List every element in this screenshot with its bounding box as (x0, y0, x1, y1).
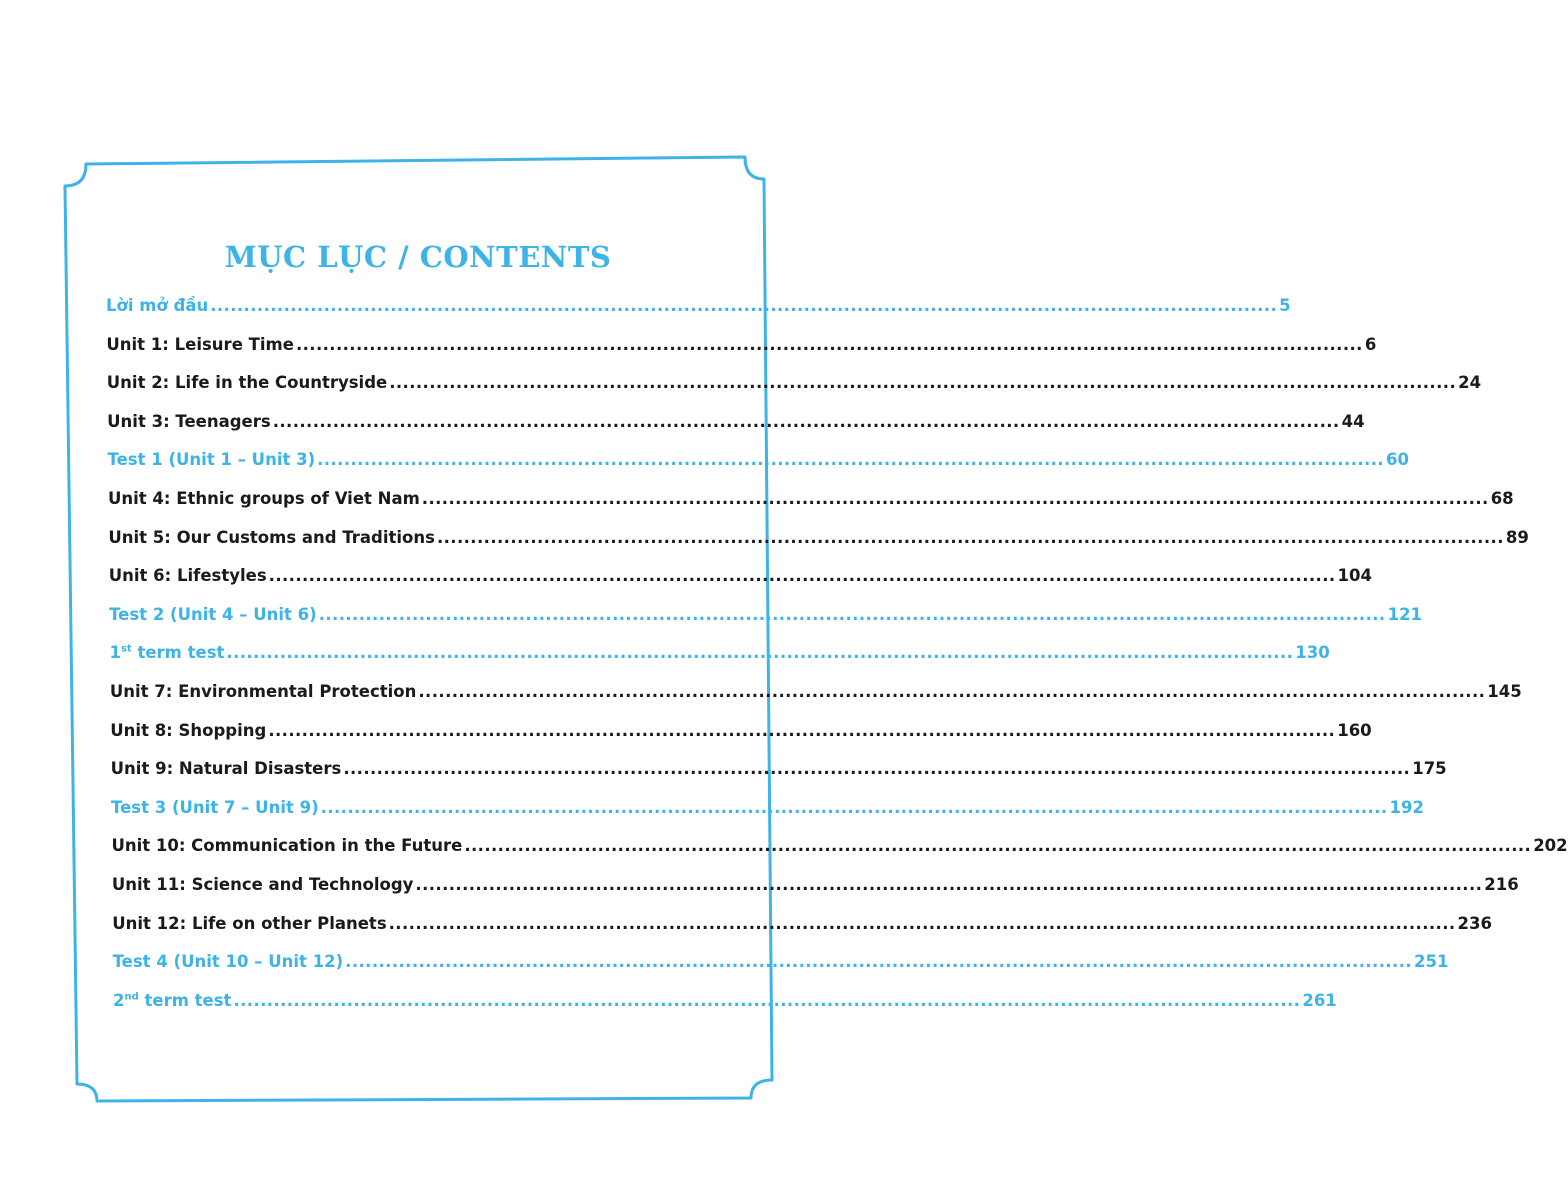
toc-entry-page-number: 130 (1295, 643, 1330, 663)
page-title: MỤC LỤC / CONTENTS (224, 240, 612, 274)
toc-entry-page-number: 261 (1302, 990, 1337, 1010)
toc-entry-page-number: 175 (1412, 759, 1447, 779)
toc-entry-page-number: 192 (1389, 797, 1424, 817)
ordinal-suffix: st (120, 643, 132, 655)
dot-leader: ................................................................................................................................................................ (210, 296, 1278, 315)
toc-entry-label-rest: term test (131, 643, 225, 663)
toc-entry-label: Test 2 (Unit 4 – Unit 6) (109, 604, 317, 624)
dot-leader: ................................................................................................................................................................ (389, 373, 1457, 393)
toc-entry-page-number: 44 (1341, 411, 1365, 431)
toc-entry-label: Unit 9: Natural Disasters (110, 759, 342, 779)
toc-entry-page-number: 104 (1337, 566, 1372, 586)
toc-entry-page-number: 68 (1490, 489, 1514, 508)
toc-entry-label: Unit 8: Shopping (110, 720, 267, 740)
dot-leader: ................................................................................................................................................................ (418, 682, 1486, 701)
dot-leader: ................................................................................................................................................................ (226, 643, 1294, 663)
dot-leader: ................................................................................................................................................................ (421, 489, 1489, 508)
toc-entry (106, 373, 1482, 399)
toc-entry-label: Lời mở đầu (106, 296, 209, 315)
toc-entry (107, 450, 1409, 476)
toc-entry-label-number: 1 (109, 643, 121, 663)
toc-entry-label: Unit 3: Teenagers (107, 411, 271, 431)
dot-leader: ................................................................................................................................................................ (295, 334, 1363, 354)
toc-entry-page-number: 5 (1279, 296, 1291, 315)
toc-entry (107, 411, 1365, 438)
toc-entry (106, 296, 1291, 322)
dot-leader: ................................................................................................................................................................ (317, 450, 1385, 470)
ordinal-suffix: nd (124, 991, 139, 1003)
toc-entry-label: Unit 1: Leisure Time (106, 334, 294, 354)
toc-entry-page-number: 89 (1505, 527, 1529, 547)
toc-entry-page-number: 202 (1533, 836, 1568, 856)
toc-entry (108, 527, 1529, 554)
dot-leader: ................................................................................................................................................................ (318, 604, 1386, 624)
toc-entry-label: Test 1 (Unit 1 – Unit 3) (107, 450, 316, 470)
dot-leader: ................................................................................................................................................................ (415, 875, 1483, 894)
toc-entry-label-rest: term test (138, 990, 232, 1010)
dot-leader: ................................................................................................................................................................ (345, 952, 1413, 972)
toc-entry (109, 682, 1522, 708)
dot-leader: ................................................................................................................................................................ (268, 566, 1336, 586)
toc-entry-page-number: 251 (1414, 952, 1449, 972)
dot-leader: ................................................................................................................................................................ (464, 836, 1532, 856)
dot-leader: ................................................................................................................................................................ (233, 990, 1301, 1010)
toc-entry-page-number: 216 (1484, 875, 1519, 894)
toc-entry (111, 797, 1424, 824)
toc-entry-label: Unit 12: Life on other Planets (112, 913, 387, 933)
toc-entry-label: Unit 5: Our Customs and Traditions (108, 527, 435, 547)
toc-entry (113, 990, 1337, 1017)
toc-entry (112, 952, 1449, 978)
toc-entry-label: Test 3 (Unit 7 – Unit 9) (111, 797, 319, 817)
toc-entry-page-number: 121 (1387, 604, 1423, 624)
toc-entry-label: Unit 2: Life in the Countryside (106, 373, 388, 393)
toc-entry-label-number: 2 (113, 990, 125, 1010)
toc-entry-page-number: 145 (1487, 682, 1522, 701)
toc-entry (111, 836, 1568, 862)
toc-entry-label: Unit 10: Communication in the Future (111, 836, 463, 856)
dot-leader: ................................................................................................................................................................ (343, 759, 1411, 779)
toc-entry (110, 720, 1372, 747)
toc-entry (108, 566, 1372, 592)
toc-entry (112, 913, 1492, 940)
toc-entry-page-number: 60 (1386, 450, 1409, 470)
toc-entry-label: Unit 6: Lifestyles (108, 566, 267, 586)
dot-leader: ................................................................................................................................................................ (436, 527, 1504, 547)
toc-entry (110, 759, 1447, 785)
toc-entry (109, 604, 1423, 631)
toc-entry-label (110, 643, 225, 662)
toc-entry (107, 489, 1514, 515)
toc-entry (111, 875, 1519, 901)
toc-entry-page-number: 236 (1457, 913, 1492, 933)
toc-entry-page-number: 160 (1337, 720, 1372, 740)
dot-leader: ................................................................................................................................................................ (388, 913, 1456, 933)
toc-entry-label (113, 991, 231, 1010)
dot-leader: ................................................................................................................................................................ (320, 797, 1388, 817)
toc-entry (109, 643, 1330, 669)
toc-entry-label: Unit 4: Ethnic groups of Viet Nam (107, 489, 420, 508)
toc-entry (106, 334, 1377, 361)
toc-entry-page-number: 6 (1364, 334, 1377, 354)
toc-entry-label: Unit 7: Environmental Protection (109, 682, 417, 701)
dot-leader: ................................................................................................................................................................ (268, 720, 1336, 740)
toc-entry-label: Unit 11: Science and Technology (111, 875, 414, 894)
toc-entry-page-number: 24 (1458, 373, 1482, 393)
toc-entry-label: Test 4 (Unit 10 – Unit 12) (112, 952, 344, 972)
dot-leader: ................................................................................................................................................................ (272, 411, 1340, 431)
